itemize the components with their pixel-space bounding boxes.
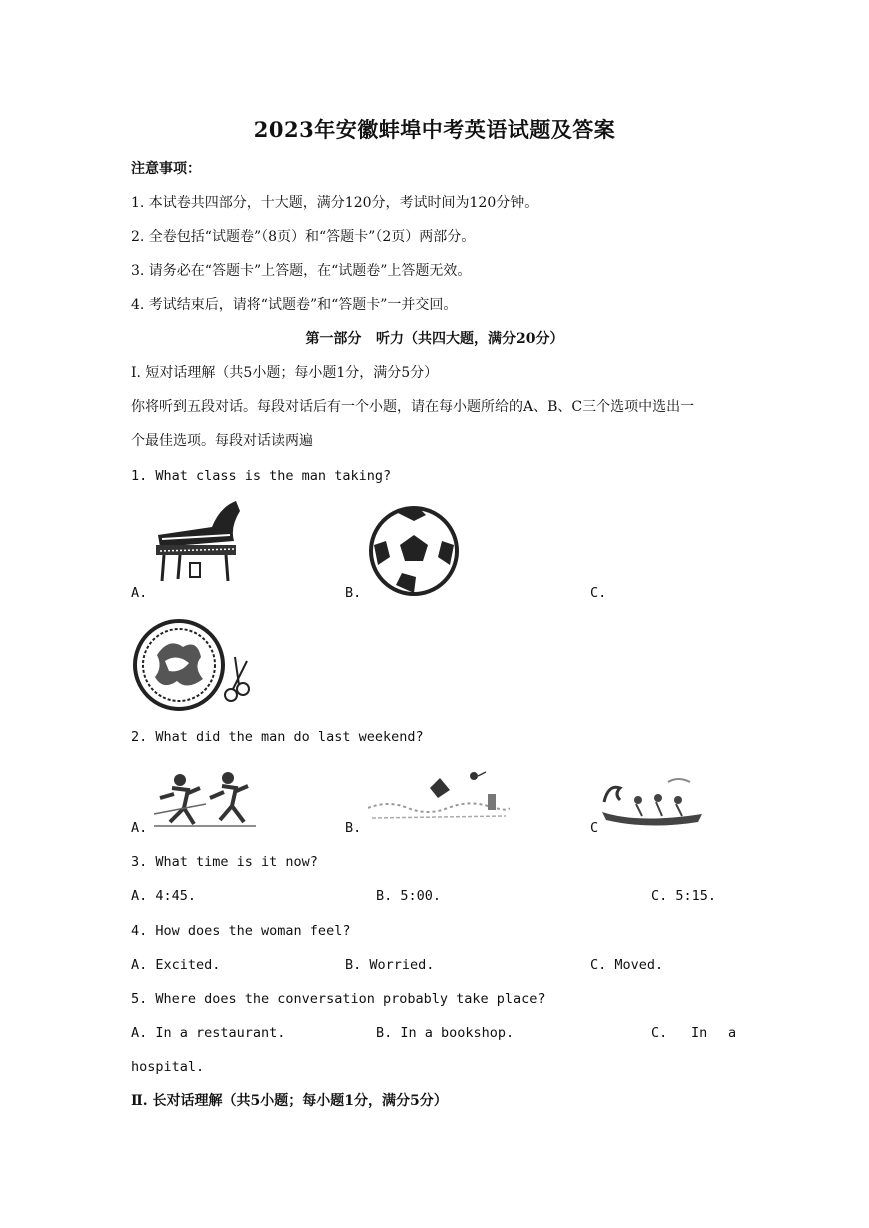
kite-flying-picture [368,768,510,828]
page-title: 2023年安徽蚌埠中考英语试题及答案 [253,117,616,142]
part1-heading: 第一部分 听力（共四大题，满分20分） [305,331,564,347]
question-4: 4. How does the woman feel? [131,923,351,939]
q3-option-b: B. 5:00. [376,888,442,904]
paper-cutting-picture [131,617,257,713]
notice-heading: 注意事项： [131,161,201,177]
q4-option-b: B. Worried. [345,957,435,973]
q1-option-c: C. [590,585,607,601]
section2-heading: Ⅱ. 长对话理解（共5小题；每小题1分，满分5分） [131,1093,448,1109]
section1-heading: Ⅰ. 短对话理解（共5小题；每小题1分，满分5分） [131,365,439,381]
question-1: 1. What class is the man taking? [131,468,392,484]
section1-instruction-2: 个最佳选项。每段对话读两遍 [131,433,313,449]
notice-item-4: 4. 考试结束后，请将“试题卷”和“答题卡”一并交回。 [131,297,458,313]
question-3: 3. What time is it now? [131,854,318,870]
q5-option-c-label: C. [651,1025,668,1041]
q4-option-c: C. Moved. [590,957,664,973]
soccer-ball-picture [368,505,460,597]
q3-option-c: C. 5:15. [651,888,717,904]
q2-option-a: A. [131,820,148,836]
q5-option-c-word-2: a [728,1025,737,1041]
q1-option-a: A. [131,585,148,601]
running-picture [150,768,260,830]
q5-option-c-continued: hospital. [131,1059,205,1075]
q2-option-b: B. [345,820,362,836]
dragon-boat-picture [598,772,708,830]
q5-option-b: B. In a bookshop. [376,1025,515,1041]
question-5: 5. Where does the conversation probably take place? [131,991,546,1007]
notice-item-1: 1. 本试卷共四部分，十大题，满分120分，考试时间为120分钟。 [131,195,539,211]
piano-picture [150,497,242,587]
q2-option-c: C [590,820,599,836]
q4-option-a: A. Excited. [131,957,221,973]
question-2: 2. What did the man do last weekend? [131,729,424,745]
notice-item-2: 2. 全卷包括“试题卷”（8页）和“答题卡”（2页）两部分。 [131,229,476,245]
notice-item-3: 3. 请务必在“答题卡”上答题，在“试题卷”上答题无效。 [131,263,472,279]
q1-option-b: B. [345,585,362,601]
section1-instruction-1: 你将听到五段对话。每段对话后有一个小题，请在每小题所给的A、B、C三个选项中选出一 [131,399,695,415]
q3-option-a: A. 4:45. [131,888,197,904]
q5-option-a: A. In a restaurant. [131,1025,286,1041]
q5-option-c-word-1: In [691,1025,708,1041]
